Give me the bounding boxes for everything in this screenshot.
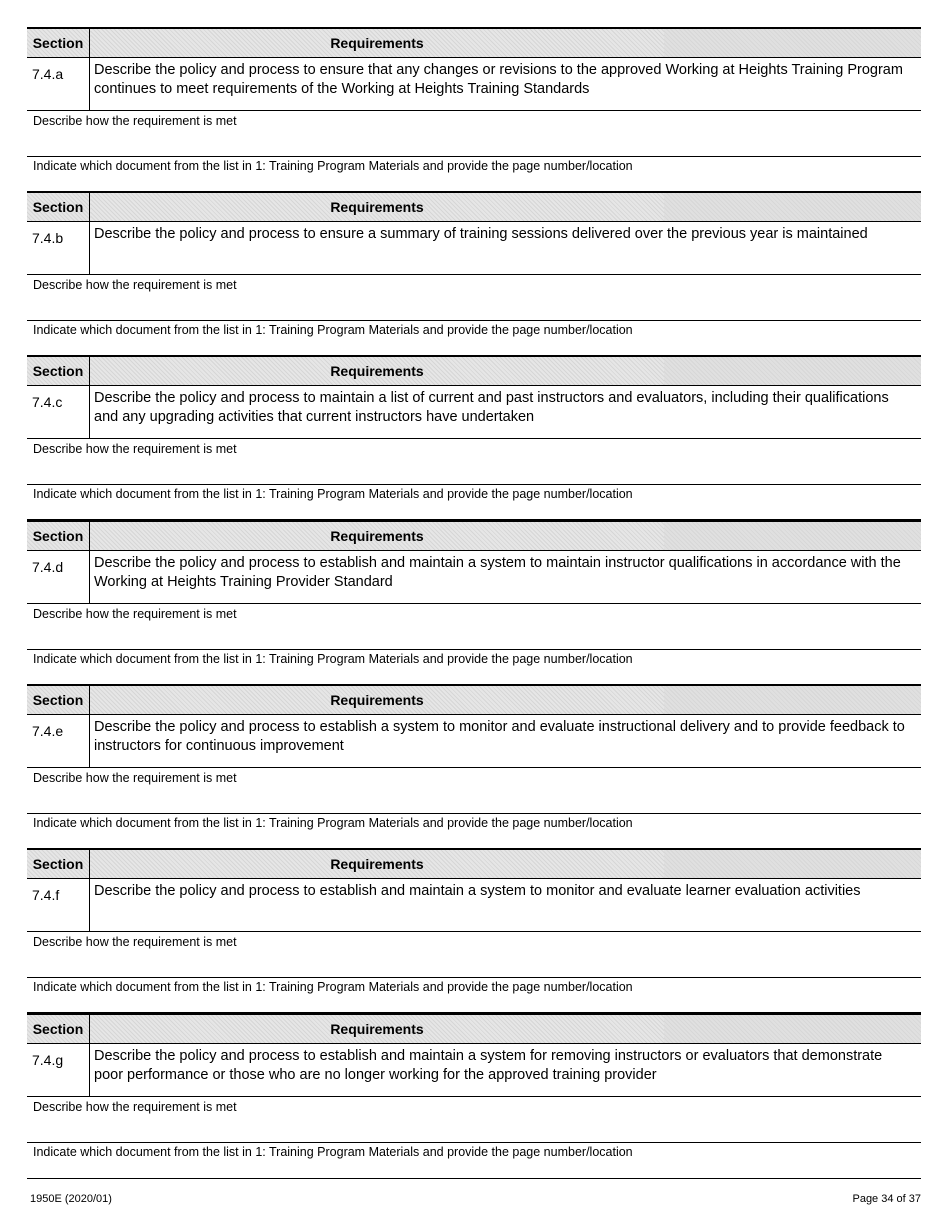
page-footer (30, 1193, 921, 1205)
document-label: Indicate which document from the list in 1: Training Program Materials and provide the page number/location (33, 816, 633, 830)
section-header: Section (27, 521, 90, 551)
form-number: 1950E (2020/01) (30, 1193, 112, 1205)
document-label: Indicate which document from the list in 1: Training Program Materials and provide the page number/location (33, 652, 633, 666)
requirement-text: Describe the policy and process to ensure a summary of training sessions delivered over the previous year is maintained (90, 222, 922, 275)
document-label: Indicate which document from the list in 1: Training Program Materials and provide the page number/location (33, 980, 633, 994)
document-label: Indicate which document from the list in 1: Training Program Materials and provide the page number/location (33, 159, 633, 173)
met-label: Describe how the requirement is met (33, 442, 237, 456)
requirement-table (27, 355, 921, 439)
document-label: Indicate which document from the list in 1: Training Program Materials and provide the page number/location (33, 1145, 633, 1159)
met-label: Describe how the requirement is met (33, 114, 237, 128)
met-label: Describe how the requirement is met (33, 278, 237, 292)
blank-header-cell (664, 192, 921, 222)
met-label: Describe how the requirement is met (33, 1100, 237, 1114)
requirement-block-7-4-d (27, 520, 921, 685)
section-number: 7.4.c (27, 386, 90, 439)
blank-header-cell (664, 685, 921, 715)
met-response-field[interactable] (27, 484, 921, 485)
requirements-header: Requirements (90, 192, 665, 222)
blank-header-cell (664, 1014, 921, 1044)
section-header: Section (27, 849, 90, 879)
requirements-header: Requirements (90, 849, 665, 879)
section-number: 7.4.d (27, 551, 90, 604)
requirement-block-7-4-g (27, 1013, 921, 1160)
document-label: Indicate which document from the list in 1: Training Program Materials and provide the page number/location (33, 323, 633, 337)
section-header: Section (27, 28, 90, 58)
requirements-header: Requirements (90, 356, 665, 386)
requirement-text: Describe the policy and process to establish a system to monitor and evaluate instructional delivery and to provide feedback to instructors for continuous improvement (90, 715, 922, 768)
requirement-block-7-4-b (27, 191, 921, 356)
met-label: Describe how the requirement is met (33, 607, 237, 621)
requirement-table (27, 1013, 921, 1097)
met-response-field[interactable] (27, 649, 921, 650)
requirements-header: Requirements (90, 521, 665, 551)
requirement-block-7-4-e (27, 684, 921, 849)
requirement-table (27, 520, 921, 604)
requirements-header: Requirements (90, 685, 665, 715)
section-number: 7.4.e (27, 715, 90, 768)
requirements-header: Requirements (90, 1014, 665, 1044)
requirement-text: Describe the policy and process to establish and maintain a system for removing instructors or evaluators that demonstrate poor performance or those who are no longer working for the approved training provider (90, 1044, 922, 1097)
section-header: Section (27, 192, 90, 222)
requirement-text: Describe the policy and process to ensure that any changes or revisions to the approved Working at Heights Training Program continues to meet requirements of the Working at Heights Training Standards (90, 58, 922, 111)
section-number: 7.4.g (27, 1044, 90, 1097)
requirement-table (27, 191, 921, 275)
met-label: Describe how the requirement is met (33, 771, 237, 785)
met-response-field[interactable] (27, 1142, 921, 1143)
met-response-field[interactable] (27, 320, 921, 321)
requirement-block-7-4-a (27, 27, 921, 192)
section-number: 7.4.f (27, 879, 90, 932)
requirement-text: Describe the policy and process to establish and maintain a system to monitor and evaluate learner evaluation activities (90, 879, 922, 932)
page-number: Page 34 of 37 (852, 1193, 921, 1205)
requirement-text: Describe the policy and process to establish and maintain a system to maintain instructor qualifications in accordance with the Working at Heights Training Provider Standard (90, 551, 922, 604)
met-label: Describe how the requirement is met (33, 935, 237, 949)
blank-header-cell (664, 849, 921, 879)
requirement-table (27, 27, 921, 111)
section-header: Section (27, 1014, 90, 1044)
document-response-field[interactable] (27, 1178, 921, 1179)
section-number: 7.4.b (27, 222, 90, 275)
blank-header-cell (664, 356, 921, 386)
blank-header-cell (664, 28, 921, 58)
met-response-field[interactable] (27, 977, 921, 978)
requirement-block-7-4-c (27, 355, 921, 520)
requirement-table (27, 848, 921, 932)
met-response-field[interactable] (27, 813, 921, 814)
requirements-header: Requirements (90, 28, 665, 58)
blank-header-cell (664, 521, 921, 551)
requirement-table (27, 684, 921, 768)
met-response-field[interactable] (27, 156, 921, 157)
requirement-block-7-4-f (27, 848, 921, 1013)
section-header: Section (27, 685, 90, 715)
section-header: Section (27, 356, 90, 386)
section-number: 7.4.a (27, 58, 90, 111)
document-label: Indicate which document from the list in 1: Training Program Materials and provide the page number/location (33, 487, 633, 501)
requirement-text: Describe the policy and process to maintain a list of current and past instructors and evaluators, including their qualifications and any upgrading activities that current instructors have undertaken (90, 386, 922, 439)
